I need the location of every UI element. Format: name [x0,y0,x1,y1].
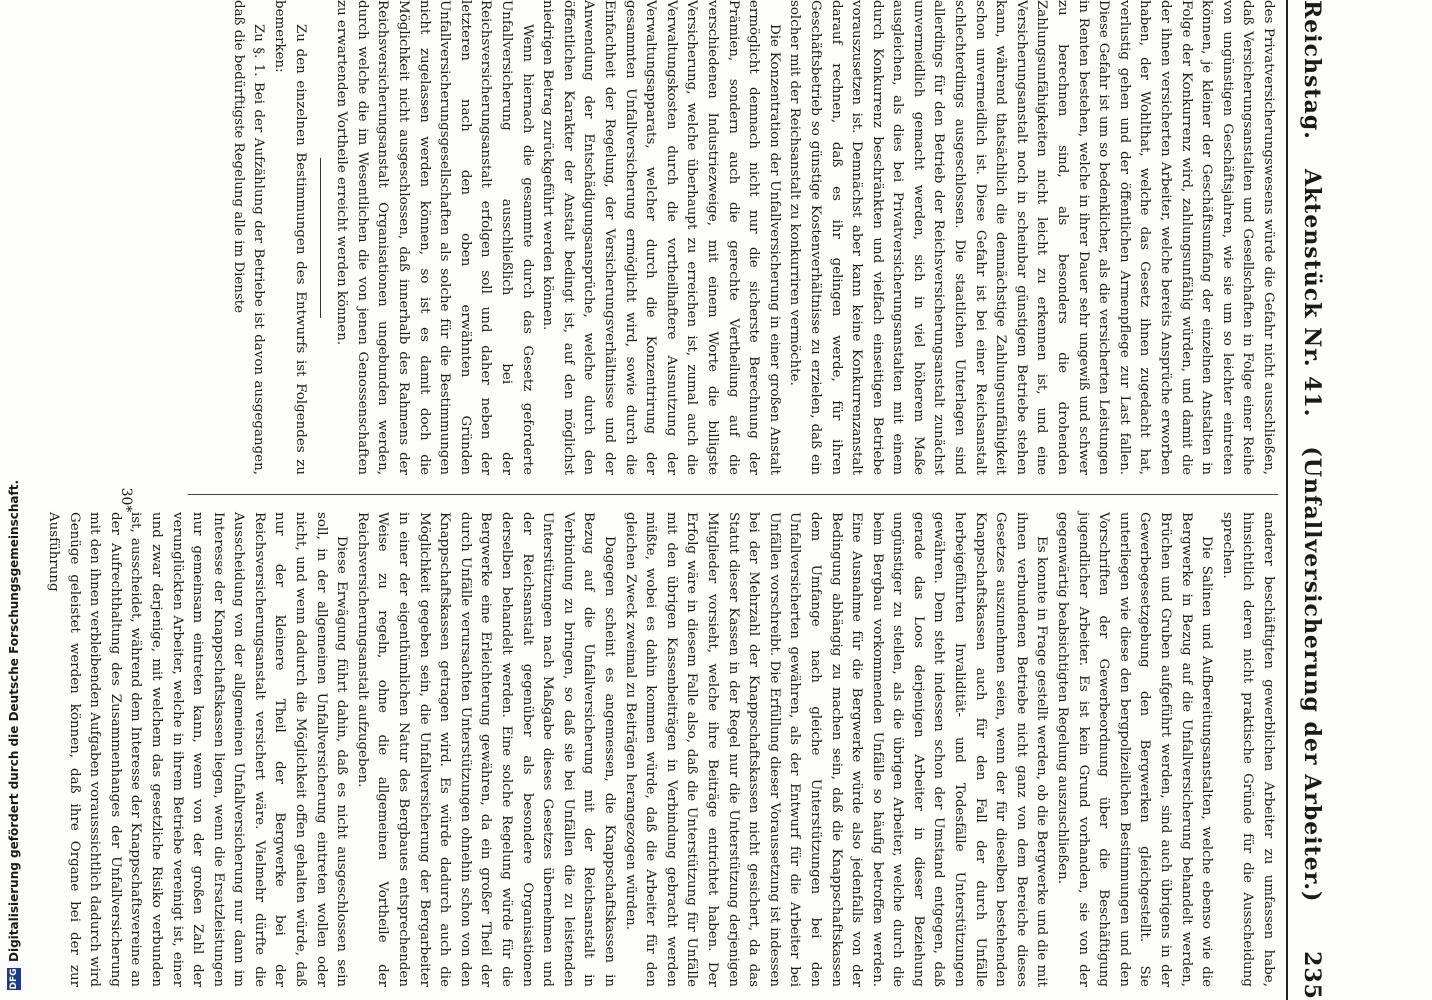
header-right [1299,446,1325,1000]
right-paragraph: Es konnte in Frage gestellt werden, ob die Bergwerke und die mit ihnen verbundenen Betriebe nicht ganz von dem Bereiche dieses Gesetzes auszunehmen seien, wenn der für dieselben bestehenden Knappschaftskassen auch für den Fall der durch Unfälle herbeigeführten Invalidität- und Todesfälle Unterstützungen gewähren. Dem steht indessen schon der Umstand entgegen, daß gerade das Loos derjenigen Arbeiter in dieser Beziehung ungünstiger zu stellen, als die übrigen Arbeiter, welche durch die beim Bergbau vorkommenden Unfälle so häufig betroffen werden. Eine Ausnahme für die Bergwerke würde also jedenfalls von der Bedingung abhängig zu machen sein, daß die Knappschaftskassen dem Umfange nach gleiche Unterstützungen bei den Unfallversicherten gewähren, als der Entwurf für die Arbeiter bei Unfällen vorschreibt. Die Erfüllung dieser Voraussetzung ist indessen bei der Mehrzahl der Knappschaftskassen nicht gesichert, da das Statut dieser Kassen in der Regel nur die Unterstützung derjenigen Mitglieder vorsieht, welche ihre Beiträge entrichtet haben. Der Erfolg wäre in diesem Falle also, daß die Unterstützung für Unfälle mit den übrigen Kassenbeiträgen in Verbindung gebracht werden müßte, wobei es dahin kommen würde, daß die Arbeiter für den gleichen Zweck zweimal zu Beiträgen herangezogen würden. [622,512,1050,987]
left-paragraph: Die Konzentration der Unfallversicherung in einer großen Anstalt ermöglicht demnach nicht nur die sicherste Berechnung der Prämien, sondern auch die gerechte Vertheilung auf die verschiedenen Industriezweige, mit einem Worte die billigste Versicherung, welche überhaupt zu erreichen ist, zumal auch die Verwaltungskosten durch die vortheilhaftere Ausnutzung der Verwaltungsapparats, welcher durch die Konzentrirung der gesammten Unfallversicherung ermöglicht wird, sowie durch die Einfachheit der Regelung, der Versicherungsverhältnisse und der Anwendung der Entschädigungsansprüche, welche durch den öffentlichen Karakter der Anstalt bedingt ist, auf den möglichst niedrigen Betrag zurückgeführt werden können. [540,0,782,475]
page-footer: 30* [118,487,134,513]
column-divider [188,494,1278,495]
left-paragraph: Zu den einzelnen Bestimmungen des Entwurfs ist Folgendes zu bemerken: [272,0,308,475]
rotated-page-content [12,0,1352,1000]
dfg-logo: DFG [9,968,19,990]
left-paragraph: Wenn hiernach die gesammte durch das Gesetz geforderte Unfallversicherung ausschließlich bei der Reichsversicherungsanstalt erfolgen soll und daher neben der letzteren nach den oben erwähnten Gründen Unfallversicherungsgesellschaften als solche für die Bestimmungen nicht zugelassen werden können, so ist es damit doch die Möglichkeit nicht ausgeschlossen, daß innerhalb des Rahmens der Reichsversicherungsanstalt Organisationen ungebunden werden, durch welche die im Wesentlichen die von jenen Genossenschaften zu erwartenden Vortheile erreicht werden können. [334,0,535,475]
right-column [42,512,1278,987]
header-subject: (Unfallversicherung der Arbeiter.) [1299,446,1325,903]
page-header [1292,0,1332,1000]
left-column [227,0,1278,475]
page-number: 235 [1299,951,1325,1000]
section-separator [320,158,321,318]
right-paragraph: anderer beschäftigten gewerblichen Arbeiter zu umfassen habe, hinsichtlich deren nicht praktische Gründe für die Ausscheidung sprechen. [1219,512,1276,987]
header-title: Aktenstück Nr. 41. [1299,168,1325,418]
header-left: Reichstag. [1299,0,1325,140]
right-paragraph: Dagegen scheint es angemessen, die Knappschaftskassen in Bezug auf die Unfallversicherung mit der Reichsanstalt in Verbindung zu bringen, so daß sie bei Unfällen die zu leistenden Unterstützungen nach Maßgabe dieses Gesetzes übernehmen und der Reichsanstalt gegenüber als besondere Organisationen derselben behandelt werden. Eine solche Regelung würde für die Bergwerke eine Erleichterung gewähren, da ein großer Theil der durch Unfälle verursachten Unterstützungen ohnehin schon von den Knappschaftskassen getragen wird. Es würde dadurch auch die Möglichkeit gegeben sein, die Unfallversicherung der Bergarbeiter in einer der eigenthümlichen Natur des Bergbaues entsprechenden Weise zu regeln, ohne die allgemeinen Vortheile der Reichsversicherungsanstalt aufzugeben. [354,512,617,987]
left-paragraph: Zu §. 1. Bei der Aufzählung der Betriebe ist davon ausgegangen, daß die bedürftigste Regelung alle im Dienste [230,0,267,475]
right-paragraph: Diese Erwägung führt dahin, daß es nicht ausgeschlossen sein soll, in der allgemeinen Unfallversicherung eintreten wollen oder nicht, und wenn dadurch die Möglichkeit offen gehalten würde, daß nur der kleinere Theil der Bergwerke bei der Reichsversicherungsanstalt versichert wäre. Vielmehr dürfte die Ausscheidung von der allgemeinen Unfallversicherung nur dann im Interesse der Knappschaftskassen liegen, wenn die Ersatzleistungen nur gemeinsam eintreten kann, wenn von der großen Zahl der verunglückten Arbeiter, welche in ihrem Betriebe vereinigt ist, einer und zwar derjenige, mit welchem das gesetzliche Risiko verbunden ist, ausscheidet, während dem Interesse der Knappschaftsvereine an der Aufrechthaltung des Zusammenhanges der Unfallversicherung mit den ihnen verbleibenden Aufgaben vorausssichtlich dadurch wird Genüge geleistet werden können, daß ihre Organe bei der zur Ausführung [45,512,350,987]
digitization-note [2,0,26,990]
right-paragraph: Die Salinen und Aufbereitungsanstalten, welche ebenso wie die Bergwerke in Bezug auf die Unfallversicherung behandelt werden, Brüchen und Gruben aufgeführt werden, sind auch übrigens in der Gewerbegesetzgebung den Bergwerken gleichgestellt. Sie unterliegen wie diese den bergpolizeilichen Bestimmungen und den Vorschriften der Gewerbeordnung über die Beschäftigung jugendlicher Arbeiter. Es ist kein Grund vorhanden, sie von der gegenwärtig beabsichtigten Regelung auszuschließen. [1055,512,1215,987]
left-paragraph: des Privatversicherungswesens würde die Gefahr nicht ausschließen, daß Versicherungsanstalten und Gesellschaften in Folge einer Reihe von ungünstigen Geschäftsjahren, wie sie um so leichter eintreten können, je kleiner der Geschäftsumfang der einzelnen Anstalten in Folge der Konkurrenz wird, zahlungsunfähig würden, und damit die der ihnen versicherten Arbeiter, welche bereits Ansprüche erworben haben, der Wohlthat, welche das Gesetz ihnen zugedacht hat, verlustig gehen und der öffentlichen Armenpflege zur Last fallen. Diese Gefahr ist um so bedenklicher, als die versicherten Leistungen in Renten bestehen, welche in ihrer Dauer sehr ungewiß und schwer zu berechnen sind, als besonders die drohenden Zahlungsunfähigkeiten nicht leicht zu erkennen ist, und eine Versicherungsanstalt noch in scheinbar günstigem Betriebe stehen kann, während thatsächlich die demnächstige Zahlungsunfähigkeit schon unvermeidlich ist. Diese Gefahr ist bei einer Reichsanstalt schlechterdings ausgeschlossen. Die staatlichen Unterlagen sind allerdings für den Betrieb der Reichsversicherungsanstalt zunächst unvermeidlich gemacht werden, sich in viel höherem Maße ausgleichen, als dies bei Privatversicherungsanstalten mit einem durch Konkurrenz beschränkten und vielfach einseitigen Betriebe vorauszusetzen ist. Demnächst aber kann keine Konkurrenzanstalt darauf rechnen, daß es ihr gelingen werde, für ihren Geschäftsbetrieb so günstige Kostenverhältnisse zu erzielen, daß ein solcher mit der Reichsanstalt zu konkurriren vermöchte. [787,0,1276,475]
header-rule [1286,0,1288,1000]
digitization-text: Digitalisierung gefördert durch die Deutsche Forschungsgemeinschaft. [7,479,21,962]
